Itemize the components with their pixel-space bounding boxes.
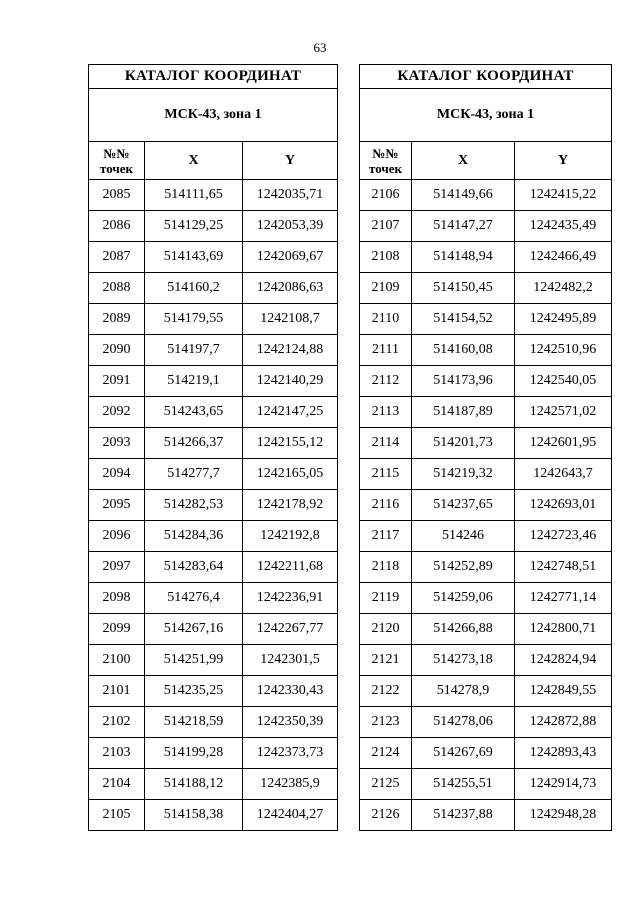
cell-y: 1242236,91	[243, 583, 338, 614]
cell-point-number: 2118	[360, 552, 412, 583]
cell-x: 514266,37	[145, 428, 243, 459]
table-row	[89, 459, 338, 490]
cell-point-number: 2113	[360, 397, 412, 428]
cell-x: 514278,06	[412, 707, 515, 738]
cell-y: 1242849,55	[515, 676, 612, 707]
table-row	[360, 583, 612, 614]
table-row	[89, 366, 338, 397]
table-row	[360, 366, 612, 397]
cell-y: 1242540,05	[515, 366, 612, 397]
cell-y: 1242178,92	[243, 490, 338, 521]
cell-x: 514246	[412, 521, 515, 552]
column-header-x: X	[145, 142, 243, 180]
column-header-point-line1: №№	[372, 145, 399, 161]
cell-point-number: 2100	[89, 645, 145, 676]
cell-x: 514237,88	[412, 800, 515, 831]
cell-y: 1242140,29	[243, 366, 338, 397]
cell-y: 1242643,7	[515, 459, 612, 490]
column-header-y: Y	[243, 142, 338, 180]
cell-x: 514158,38	[145, 800, 243, 831]
cell-x: 514188,12	[145, 769, 243, 800]
cell-y: 1242893,43	[515, 738, 612, 769]
coordinates-table-right	[359, 64, 612, 831]
cell-point-number: 2104	[89, 769, 145, 800]
cell-x: 514160,2	[145, 273, 243, 304]
cell-y: 1242824,94	[515, 645, 612, 676]
cell-y: 1242069,67	[243, 242, 338, 273]
cell-x: 514173,96	[412, 366, 515, 397]
cell-y: 1242035,71	[243, 180, 338, 211]
cell-y: 1242267,77	[243, 614, 338, 645]
cell-x: 514199,28	[145, 738, 243, 769]
cell-x: 514251,99	[145, 645, 243, 676]
table-row	[89, 645, 338, 676]
column-header-point	[89, 142, 145, 180]
table-row	[89, 769, 338, 800]
cell-x: 514243,65	[145, 397, 243, 428]
cell-y: 1242330,43	[243, 676, 338, 707]
cell-point-number: 2095	[89, 490, 145, 521]
cell-y: 1242155,12	[243, 428, 338, 459]
cell-y: 1242800,71	[515, 614, 612, 645]
cell-y: 1242147,25	[243, 397, 338, 428]
cell-x: 514149,66	[412, 180, 515, 211]
table-row	[89, 676, 338, 707]
cell-y: 1242435,49	[515, 211, 612, 242]
table-row	[89, 273, 338, 304]
cell-y: 1242914,73	[515, 769, 612, 800]
coordinates-table-left	[88, 64, 338, 831]
cell-x: 514284,36	[145, 521, 243, 552]
table-row	[360, 769, 612, 800]
table-row	[360, 676, 612, 707]
cell-point-number: 2119	[360, 583, 412, 614]
table-row	[360, 800, 612, 831]
cell-point-number: 2115	[360, 459, 412, 490]
cell-x: 514218,59	[145, 707, 243, 738]
cell-x: 514259,06	[412, 583, 515, 614]
cell-y: 1242601,95	[515, 428, 612, 459]
cell-x: 514160,08	[412, 335, 515, 366]
cell-y: 1242124,88	[243, 335, 338, 366]
cell-x: 514154,52	[412, 304, 515, 335]
cell-y: 1242350,39	[243, 707, 338, 738]
table-row	[360, 273, 612, 304]
cell-point-number: 2089	[89, 304, 145, 335]
cell-y: 1242723,46	[515, 521, 612, 552]
cell-y: 1242571,02	[515, 397, 612, 428]
cell-x: 514267,69	[412, 738, 515, 769]
cell-point-number: 2088	[89, 273, 145, 304]
table-row	[89, 242, 338, 273]
cell-x: 514179,55	[145, 304, 243, 335]
cell-point-number: 2110	[360, 304, 412, 335]
table-row	[360, 335, 612, 366]
table-row	[89, 521, 338, 552]
table-subtitle: МСК-43, зона 1	[89, 89, 338, 142]
cell-y: 1242108,7	[243, 304, 338, 335]
cell-y: 1242771,14	[515, 583, 612, 614]
cell-point-number: 2093	[89, 428, 145, 459]
cell-y: 1242693,01	[515, 490, 612, 521]
table-row	[360, 428, 612, 459]
cell-y: 1242301,5	[243, 645, 338, 676]
cell-y: 1242192,8	[243, 521, 338, 552]
cell-point-number: 2106	[360, 180, 412, 211]
cell-point-number: 2120	[360, 614, 412, 645]
cell-x: 514150,45	[412, 273, 515, 304]
cell-point-number: 2101	[89, 676, 145, 707]
table-row	[360, 397, 612, 428]
cell-point-number: 2125	[360, 769, 412, 800]
cell-point-number: 2126	[360, 800, 412, 831]
table-row	[360, 490, 612, 521]
column-header-point-line2: точек	[100, 160, 133, 176]
cell-point-number: 2112	[360, 366, 412, 397]
cell-point-number: 2092	[89, 397, 145, 428]
cell-x: 514278,9	[412, 676, 515, 707]
cell-point-number: 2086	[89, 211, 145, 242]
cell-x: 514235,25	[145, 676, 243, 707]
page-number: 63	[313, 40, 327, 55]
table-row	[89, 738, 338, 769]
cell-point-number: 2121	[360, 645, 412, 676]
cell-point-number: 2122	[360, 676, 412, 707]
table-subtitle: МСК-43, зона 1	[360, 89, 612, 142]
table-row	[89, 552, 338, 583]
cell-point-number: 2085	[89, 180, 145, 211]
cell-y: 1242872,88	[515, 707, 612, 738]
table-title: КАТАЛОГ КООРДИНАТ	[360, 65, 612, 89]
table-row	[89, 800, 338, 831]
cell-point-number: 2114	[360, 428, 412, 459]
table-row	[89, 304, 338, 335]
cell-point-number: 2090	[89, 335, 145, 366]
cell-point-number: 2094	[89, 459, 145, 490]
table-row	[360, 707, 612, 738]
cell-point-number: 2098	[89, 583, 145, 614]
cell-point-number: 2107	[360, 211, 412, 242]
cell-y: 1242211,68	[243, 552, 338, 583]
cell-y: 1242748,51	[515, 552, 612, 583]
cell-y: 1242373,73	[243, 738, 338, 769]
column-header-point-line2: точек	[369, 160, 402, 176]
table-row	[89, 583, 338, 614]
table-row	[360, 304, 612, 335]
column-header-point-line1: №№	[103, 145, 130, 161]
cell-point-number: 2117	[360, 521, 412, 552]
cell-x: 514283,64	[145, 552, 243, 583]
cell-x: 514147,27	[412, 211, 515, 242]
cell-point-number: 2124	[360, 738, 412, 769]
cell-point-number: 2108	[360, 242, 412, 273]
cell-point-number: 2111	[360, 335, 412, 366]
cell-point-number: 2116	[360, 490, 412, 521]
table-row	[360, 211, 612, 242]
cell-y: 1242415,22	[515, 180, 612, 211]
table-row	[89, 211, 338, 242]
cell-x: 514129,25	[145, 211, 243, 242]
table-title: КАТАЛОГ КООРДИНАТ	[89, 65, 338, 89]
cell-y: 1242948,28	[515, 800, 612, 831]
cell-y: 1242482,2	[515, 273, 612, 304]
table-row	[360, 521, 612, 552]
table-row	[89, 707, 338, 738]
cell-x: 514111,65	[145, 180, 243, 211]
cell-point-number: 2102	[89, 707, 145, 738]
cell-y: 1242510,96	[515, 335, 612, 366]
cell-x: 514255,51	[412, 769, 515, 800]
cell-point-number: 2091	[89, 366, 145, 397]
cell-x: 514282,53	[145, 490, 243, 521]
cell-x: 514219,1	[145, 366, 243, 397]
cell-y: 1242165,05	[243, 459, 338, 490]
cell-y: 1242086,63	[243, 273, 338, 304]
table-row	[89, 614, 338, 645]
cell-point-number: 2087	[89, 242, 145, 273]
table-row	[360, 645, 612, 676]
cell-y: 1242466,49	[515, 242, 612, 273]
cell-point-number: 2123	[360, 707, 412, 738]
column-header-x: X	[412, 142, 515, 180]
cell-x: 514237,65	[412, 490, 515, 521]
table-row	[89, 428, 338, 459]
cell-x: 514273,18	[412, 645, 515, 676]
table-row	[360, 614, 612, 645]
cell-y: 1242495,89	[515, 304, 612, 335]
cell-point-number: 2099	[89, 614, 145, 645]
cell-x: 514143,69	[145, 242, 243, 273]
column-header-point	[360, 142, 412, 180]
cell-point-number: 2105	[89, 800, 145, 831]
column-header-y: Y	[515, 142, 612, 180]
table-row	[89, 397, 338, 428]
table-row	[360, 552, 612, 583]
cell-y: 1242404,27	[243, 800, 338, 831]
cell-point-number: 2096	[89, 521, 145, 552]
cell-y: 1242385,9	[243, 769, 338, 800]
cell-y: 1242053,39	[243, 211, 338, 242]
cell-x: 514197,7	[145, 335, 243, 366]
cell-x: 514267,16	[145, 614, 243, 645]
cell-x: 514219,32	[412, 459, 515, 490]
cell-x: 514201,73	[412, 428, 515, 459]
cell-x: 514148,94	[412, 242, 515, 273]
cell-x: 514266,88	[412, 614, 515, 645]
table-row	[360, 459, 612, 490]
cell-point-number: 2097	[89, 552, 145, 583]
table-row	[89, 335, 338, 366]
cell-x: 514187,89	[412, 397, 515, 428]
cell-x: 514276,4	[145, 583, 243, 614]
cell-x: 514252,89	[412, 552, 515, 583]
table-body	[360, 180, 612, 831]
cell-point-number: 2109	[360, 273, 412, 304]
table-row	[360, 242, 612, 273]
table-body	[89, 180, 338, 831]
table-row	[89, 180, 338, 211]
cell-x: 514277,7	[145, 459, 243, 490]
table-row	[360, 738, 612, 769]
cell-point-number: 2103	[89, 738, 145, 769]
table-row	[360, 180, 612, 211]
table-row	[89, 490, 338, 521]
